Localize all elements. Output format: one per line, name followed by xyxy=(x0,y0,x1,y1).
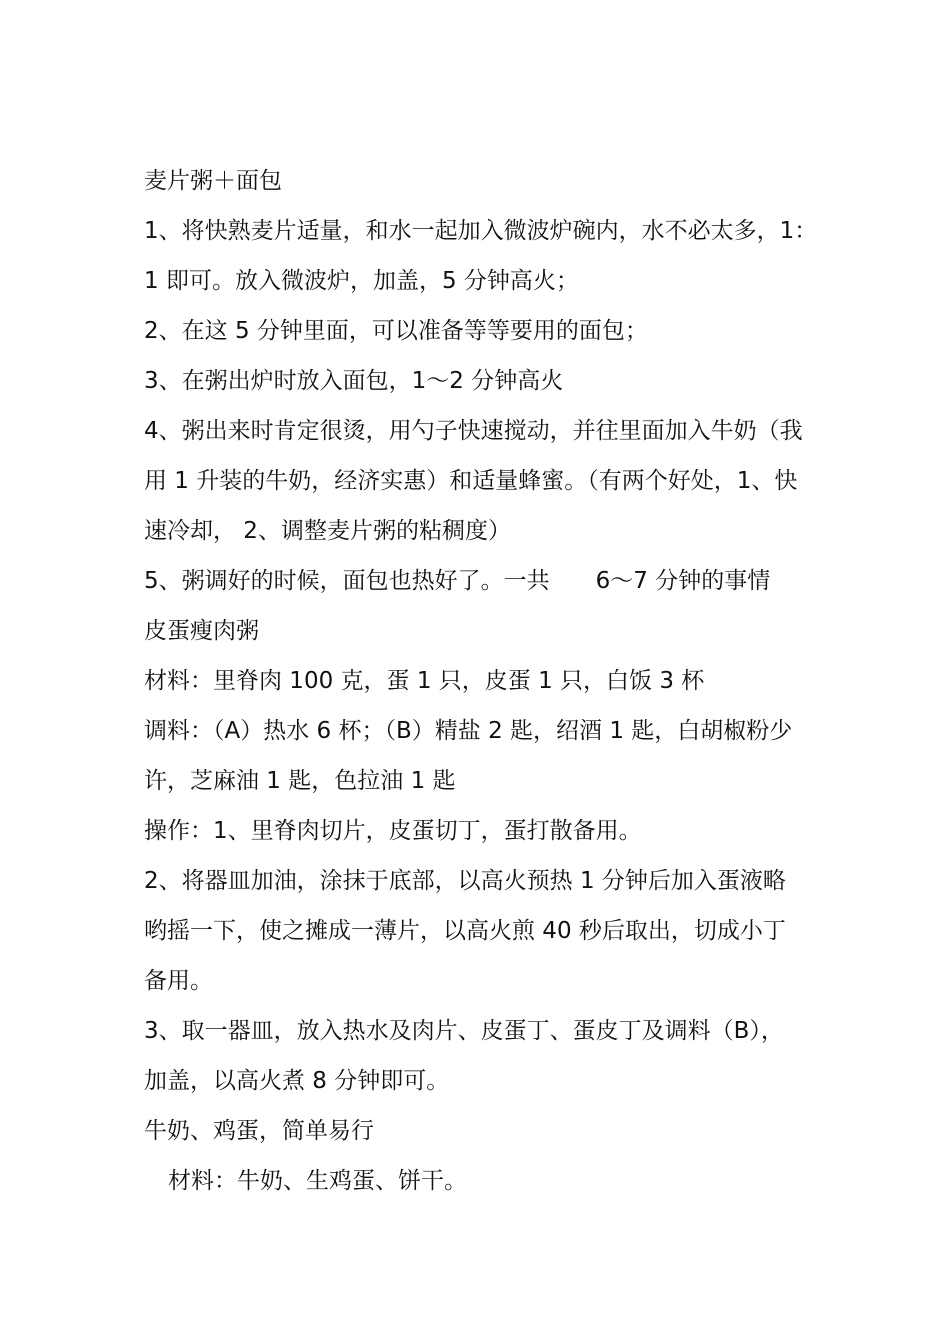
recipe-title-oatmeal: 麦片粥＋面包 xyxy=(144,168,282,194)
ingredients-line: 材料：牛奶、生鸡蛋、饼干。 xyxy=(168,1168,467,1194)
text-line: 2、将器皿加油，涂抹于底部，以高火预热 1 分钟后加入蛋液略 xyxy=(144,868,786,894)
text-line: 哟摇一下，使之摊成一薄片，以高火煎 40 秒后取出，切成小丁 xyxy=(144,918,786,944)
text-line: 5、粥调好的时候，面包也热好了。一共 6～7 分钟的事情 xyxy=(144,568,771,594)
text-line: 1 即可。放入微波炉，加盖，5 分钟高火； xyxy=(144,268,579,294)
text-line: 1、将快熟麦片适量，和水一起加入微波炉碗内，水不必太多，1： xyxy=(144,218,818,244)
steps-line: 操作：1、里脊肉切片，皮蛋切丁，蛋打散备用。 xyxy=(144,818,642,844)
ingredients-line: 材料：里脊肉 100 克，蛋 1 只，皮蛋 1 只，白饭 3 杯 xyxy=(144,668,705,694)
text-line: 用 1 升装的牛奶，经济实惠）和适量蜂蜜。（有两个好处，1、快 xyxy=(144,468,798,494)
text-line: 加盖，以高火煮 8 分钟即可。 xyxy=(144,1068,450,1094)
text-line: 许，芝麻油 1 匙，色拉油 1 匙 xyxy=(144,768,456,794)
recipe-title-milk-egg: 牛奶、鸡蛋，简单易行 xyxy=(144,1118,374,1144)
text-line: 3、取一器皿，放入热水及肉片、皮蛋丁、蛋皮丁及调料（B）， xyxy=(144,1018,784,1044)
text-line: 2、在这 5 分钟里面，可以准备等等要用的面包； xyxy=(144,318,648,344)
recipe-title-century-egg-congee: 皮蛋瘦肉粥 xyxy=(144,618,259,644)
text-line: 备用。 xyxy=(144,968,213,994)
text-line: 4、粥出来时肯定很烫，用勺子快速搅动，并往里面加入牛奶（我 xyxy=(144,418,803,444)
text-line: 3、在粥出炉时放入面包，1～2 分钟高火 xyxy=(144,368,564,394)
seasoning-line: 调料：（A）热水 6 杯；（B）精盐 2 匙，绍酒 1 匙，白胡椒粉少 xyxy=(144,718,793,744)
document-body xyxy=(144,156,824,1206)
text-line: 速冷却， 2、调整麦片粥的粘稠度） xyxy=(144,518,511,544)
